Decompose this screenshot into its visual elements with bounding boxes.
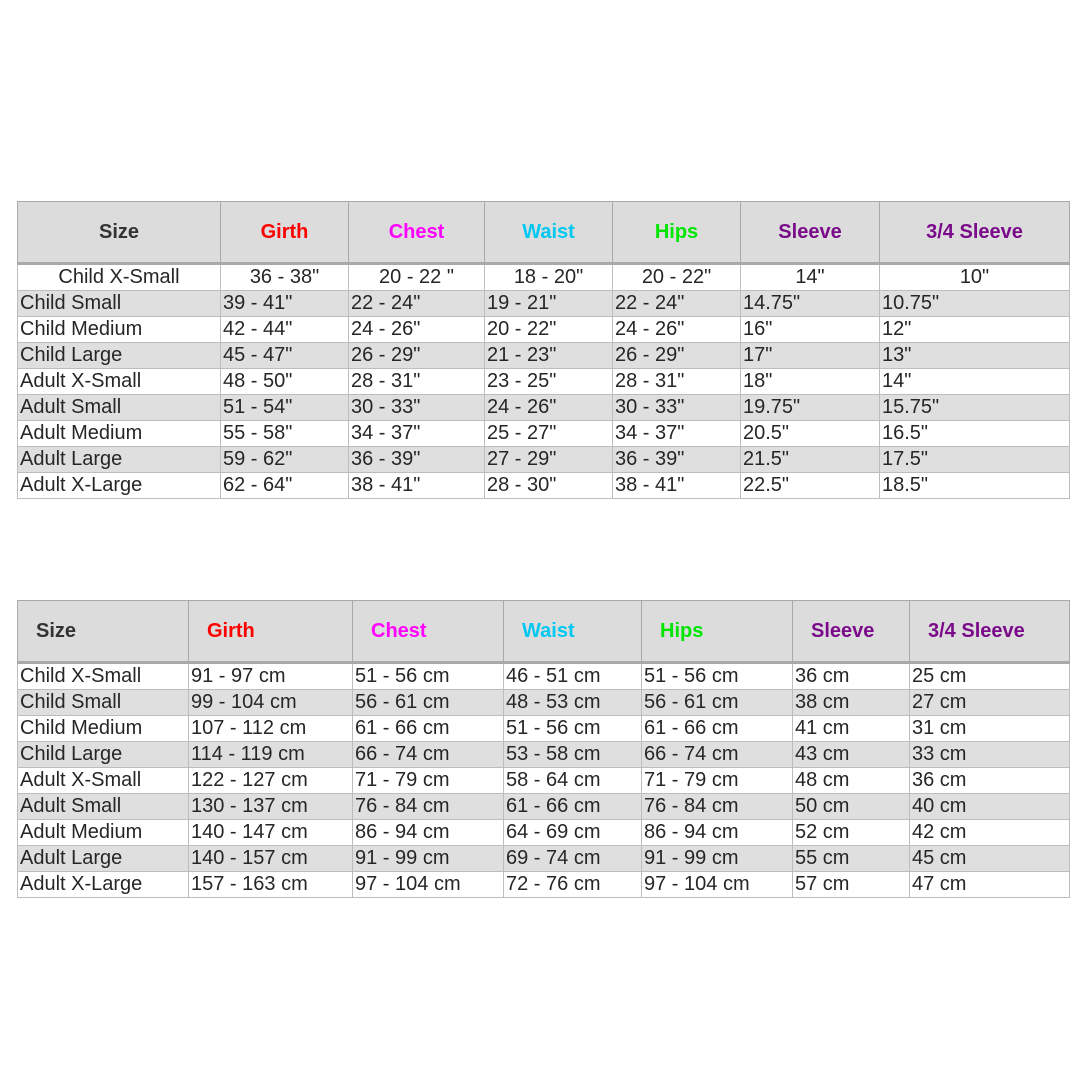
column-header-waist: Waist (504, 601, 642, 663)
cell-chest: 51 - 56 cm (353, 663, 504, 690)
cell-waist: 48 - 53 cm (504, 690, 642, 716)
cell-sleeve: 57 cm (793, 872, 910, 898)
table-row (18, 690, 1070, 716)
cell-three-quarter-sleeve: 36 cm (910, 768, 1070, 794)
cell-sleeve: 17" (741, 343, 880, 369)
table-body (18, 264, 1070, 499)
cell-size: Adult X-Small (18, 369, 221, 395)
cell-girth: 55 - 58" (221, 421, 349, 447)
cell-chest: 61 - 66 cm (353, 716, 504, 742)
cell-chest: 97 - 104 cm (353, 872, 504, 898)
table-row (18, 395, 1070, 421)
cell-size: Adult Medium (18, 421, 221, 447)
cell-waist: 28 - 30" (485, 473, 613, 499)
column-header-chest: Chest (353, 601, 504, 663)
cell-girth: 36 - 38" (221, 264, 349, 291)
cell-sleeve: 19.75" (741, 395, 880, 421)
cell-girth: 140 - 147 cm (189, 820, 353, 846)
cell-sleeve: 50 cm (793, 794, 910, 820)
cell-waist: 20 - 22" (485, 317, 613, 343)
cell-sleeve: 48 cm (793, 768, 910, 794)
cell-hips: 28 - 31" (613, 369, 741, 395)
cell-size: Child Large (18, 343, 221, 369)
cell-chest: 86 - 94 cm (353, 820, 504, 846)
cell-hips: 30 - 33" (613, 395, 741, 421)
cell-chest: 71 - 79 cm (353, 768, 504, 794)
table-row (18, 663, 1070, 690)
cell-girth: 42 - 44" (221, 317, 349, 343)
cell-waist: 27 - 29" (485, 447, 613, 473)
cell-hips: 22 - 24" (613, 291, 741, 317)
cell-size: Adult Large (18, 447, 221, 473)
cell-chest: 24 - 26" (349, 317, 485, 343)
cell-waist: 24 - 26" (485, 395, 613, 421)
cell-hips: 34 - 37" (613, 421, 741, 447)
column-header-hips: Hips (613, 202, 741, 264)
cell-girth: 39 - 41" (221, 291, 349, 317)
cell-girth: 107 - 112 cm (189, 716, 353, 742)
column-header-girth: Girth (221, 202, 349, 264)
cell-hips: 56 - 61 cm (642, 690, 793, 716)
cell-hips: 97 - 104 cm (642, 872, 793, 898)
cell-chest: 36 - 39" (349, 447, 485, 473)
cell-three-quarter-sleeve: 27 cm (910, 690, 1070, 716)
header-row (18, 202, 1070, 264)
cell-sleeve: 18" (741, 369, 880, 395)
column-header-three-quarter-sleeve: 3/4 Sleeve (910, 601, 1070, 663)
cell-size: Child Small (18, 291, 221, 317)
table-row (18, 264, 1070, 291)
cell-size: Adult X-Small (18, 768, 189, 794)
cell-size: Adult X-Large (18, 473, 221, 499)
cell-three-quarter-sleeve: 45 cm (910, 846, 1070, 872)
cell-waist: 18 - 20" (485, 264, 613, 291)
cell-size: Adult Small (18, 794, 189, 820)
cell-chest: 20 - 22 " (349, 264, 485, 291)
cell-sleeve: 36 cm (793, 663, 910, 690)
cell-size: Adult Large (18, 846, 189, 872)
cell-sleeve: 14.75" (741, 291, 880, 317)
cell-hips: 71 - 79 cm (642, 768, 793, 794)
cell-sleeve: 22.5" (741, 473, 880, 499)
cell-chest: 38 - 41" (349, 473, 485, 499)
cell-three-quarter-sleeve: 42 cm (910, 820, 1070, 846)
cell-chest: 22 - 24" (349, 291, 485, 317)
cell-waist: 69 - 74 cm (504, 846, 642, 872)
cell-size: Child Large (18, 742, 189, 768)
cell-three-quarter-sleeve: 31 cm (910, 716, 1070, 742)
cell-three-quarter-sleeve: 14" (880, 369, 1070, 395)
cell-size: Adult Medium (18, 820, 189, 846)
cell-sleeve: 41 cm (793, 716, 910, 742)
cell-hips: 38 - 41" (613, 473, 741, 499)
cell-girth: 59 - 62" (221, 447, 349, 473)
column-header-size: Size (18, 202, 221, 264)
table-row (18, 820, 1070, 846)
cell-waist: 46 - 51 cm (504, 663, 642, 690)
cell-size: Adult Small (18, 395, 221, 421)
cell-chest: 26 - 29" (349, 343, 485, 369)
column-header-sleeve: Sleeve (741, 202, 880, 264)
column-header-girth: Girth (189, 601, 353, 663)
cell-girth: 122 - 127 cm (189, 768, 353, 794)
size-chart-cm (17, 600, 1070, 898)
cell-three-quarter-sleeve: 18.5" (880, 473, 1070, 499)
cell-hips: 20 - 22" (613, 264, 741, 291)
cell-three-quarter-sleeve: 10.75" (880, 291, 1070, 317)
cell-chest: 56 - 61 cm (353, 690, 504, 716)
cell-hips: 51 - 56 cm (642, 663, 793, 690)
cell-size: Adult X-Large (18, 872, 189, 898)
table-row (18, 768, 1070, 794)
cell-waist: 51 - 56 cm (504, 716, 642, 742)
column-header-waist: Waist (485, 202, 613, 264)
column-header-hips: Hips (642, 601, 793, 663)
cell-chest: 34 - 37" (349, 421, 485, 447)
cell-girth: 48 - 50" (221, 369, 349, 395)
cell-girth: 45 - 47" (221, 343, 349, 369)
cell-size: Child Medium (18, 317, 221, 343)
cell-hips: 26 - 29" (613, 343, 741, 369)
cell-sleeve: 43 cm (793, 742, 910, 768)
cell-girth: 99 - 104 cm (189, 690, 353, 716)
cell-three-quarter-sleeve: 33 cm (910, 742, 1070, 768)
cell-waist: 58 - 64 cm (504, 768, 642, 794)
cell-girth: 140 - 157 cm (189, 846, 353, 872)
cell-three-quarter-sleeve: 17.5" (880, 447, 1070, 473)
cell-three-quarter-sleeve: 47 cm (910, 872, 1070, 898)
table-row (18, 369, 1070, 395)
cell-girth: 51 - 54" (221, 395, 349, 421)
cell-three-quarter-sleeve: 40 cm (910, 794, 1070, 820)
cell-hips: 24 - 26" (613, 317, 741, 343)
table-row (18, 716, 1070, 742)
cell-waist: 25 - 27" (485, 421, 613, 447)
cell-sleeve: 20.5" (741, 421, 880, 447)
cell-sleeve: 38 cm (793, 690, 910, 716)
cell-waist: 21 - 23" (485, 343, 613, 369)
column-header-three-quarter-sleeve: 3/4 Sleeve (880, 202, 1070, 264)
cell-hips: 86 - 94 cm (642, 820, 793, 846)
cell-waist: 23 - 25" (485, 369, 613, 395)
cell-three-quarter-sleeve: 25 cm (910, 663, 1070, 690)
cell-three-quarter-sleeve: 15.75" (880, 395, 1070, 421)
cell-hips: 76 - 84 cm (642, 794, 793, 820)
cell-sleeve: 16" (741, 317, 880, 343)
cell-hips: 61 - 66 cm (642, 716, 793, 742)
column-header-size: Size (18, 601, 189, 663)
cell-waist: 19 - 21" (485, 291, 613, 317)
table-row (18, 447, 1070, 473)
cell-girth: 62 - 64" (221, 473, 349, 499)
cell-three-quarter-sleeve: 13" (880, 343, 1070, 369)
cell-chest: 30 - 33" (349, 395, 485, 421)
table-row (18, 794, 1070, 820)
cell-chest: 76 - 84 cm (353, 794, 504, 820)
cell-size: Child Small (18, 690, 189, 716)
cell-girth: 91 - 97 cm (189, 663, 353, 690)
cell-hips: 66 - 74 cm (642, 742, 793, 768)
cell-three-quarter-sleeve: 12" (880, 317, 1070, 343)
cell-girth: 157 - 163 cm (189, 872, 353, 898)
size-chart-inches (17, 201, 1070, 499)
cell-waist: 61 - 66 cm (504, 794, 642, 820)
cell-sleeve: 21.5" (741, 447, 880, 473)
table-row (18, 317, 1070, 343)
cell-sleeve: 55 cm (793, 846, 910, 872)
cell-chest: 66 - 74 cm (353, 742, 504, 768)
cell-size: Child X-Small (18, 663, 189, 690)
table-row (18, 742, 1070, 768)
cell-waist: 64 - 69 cm (504, 820, 642, 846)
cell-hips: 36 - 39" (613, 447, 741, 473)
cell-sleeve: 52 cm (793, 820, 910, 846)
table-body (18, 663, 1070, 898)
table-row (18, 846, 1070, 872)
table-row (18, 343, 1070, 369)
cell-three-quarter-sleeve: 16.5" (880, 421, 1070, 447)
column-header-sleeve: Sleeve (793, 601, 910, 663)
cell-chest: 28 - 31" (349, 369, 485, 395)
cell-hips: 91 - 99 cm (642, 846, 793, 872)
cell-girth: 130 - 137 cm (189, 794, 353, 820)
cell-chest: 91 - 99 cm (353, 846, 504, 872)
cell-three-quarter-sleeve: 10" (880, 264, 1070, 291)
column-header-chest: Chest (349, 202, 485, 264)
cell-size: Child Medium (18, 716, 189, 742)
cell-size: Child X-Small (18, 264, 221, 291)
header-row (18, 601, 1070, 663)
table-row (18, 473, 1070, 499)
cell-sleeve: 14" (741, 264, 880, 291)
cell-girth: 114 - 119 cm (189, 742, 353, 768)
table-row (18, 872, 1070, 898)
cell-waist: 72 - 76 cm (504, 872, 642, 898)
table-row (18, 291, 1070, 317)
table-row (18, 421, 1070, 447)
cell-waist: 53 - 58 cm (504, 742, 642, 768)
